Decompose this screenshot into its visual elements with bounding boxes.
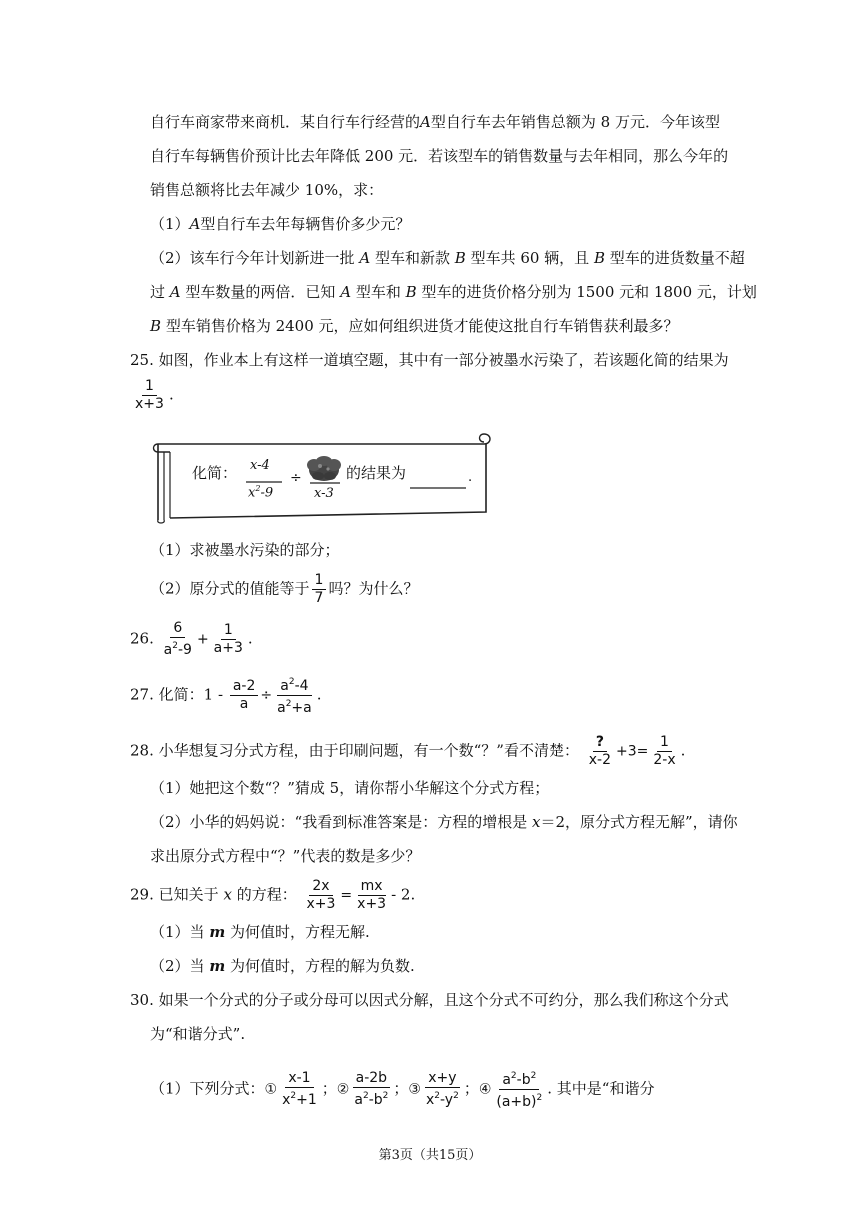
p28-question2-line2: 求出原分式方程中“？”代表的数是多少？ (150, 847, 421, 865)
p24-question2-line1: （2）该车行今年计划新进一批 A 型车和新款 B 型车共 60 辆，且 B 型车的进货数量不超 (150, 249, 745, 267)
p25-question2: （2）原分式的值能等于 $\frac{1}{7}$ 吗？为什么？ (150, 572, 419, 606)
p30-line1: 30. 如果一个分式的分子或分母可以因式分解，且这个分式不可约分，那么我们称这个分式 (130, 991, 729, 1009)
p28-question2-line1: （2）小华的妈妈说：“我看到标准答案是：方程的增根是 x＝2，原分式方程无解”，请你 (150, 813, 738, 831)
scroll-frac1-denominator: $x^2-9$ (248, 484, 274, 501)
p29-question1: （1）当 m 为何值时，方程无解. (150, 923, 370, 941)
scroll-frac2-denominator: x-3 (314, 486, 334, 501)
p25-question1: （1）求被墨水污染的部分； (150, 541, 340, 559)
p26-expression: 26. $\frac{6}{a^2-9}$ + $\frac{1}{a+3}$ . (130, 620, 253, 658)
p24-question2-line2: 过 A 型车数量的两倍．已知 A 型车和 B 型车的进货价格分别为 1500 元和 1800 元，计划 (150, 283, 757, 301)
ink-blot-icon (307, 456, 341, 481)
ink-stained-scroll-figure (150, 432, 494, 524)
p24-question2-line3: B 型车销售价格为 2400 元，应如何组织进货才能使这批自行车销售获利最多？ (150, 317, 679, 335)
scroll-suffix-label: 的结果为 (346, 464, 407, 482)
p24-line1: 自行车商家带来商机．某自行车行经营的A型自行车去年销售总额为 8 万元．今年该型 (150, 113, 720, 131)
p30-question1: （1）下列分式：① $\frac{x-1}{x^2+1}$ ；② $\frac{a-2b}{a^2-b^2}$ ；③ $\frac{x+y}{x^2-y^2}$ ；④ $\frac{a^2-b^2}{(a+b)^2}$ . 其中是“和谐分 (150, 1070, 655, 1110)
p28-statement: 28. 小华想复习分式方程，由于印刷问题，有一个数“？”看不清楚： $\frac{?}{x-2}$ +3= $\frac{1}{2-x}$ . (130, 734, 686, 768)
p29-statement: 29. 已知关于 x 的方程： $\frac{2x}{x+3}$ = $\frac{mx}{x+3}$ - 2. (130, 878, 416, 912)
p28-question1: （1）她把这个数“？”猜成 5，请你帮小华解这个分式方程； (150, 779, 550, 797)
scroll-frac1-numerator: x-4 (250, 458, 270, 473)
scroll-divide-sign: ÷ (290, 470, 302, 486)
p30-line2: 为“和谐分式”. (150, 1025, 246, 1043)
page-footer: 第3页（共15页） (378, 1148, 482, 1163)
p27-expression: 27. 化简：1 - $\frac{a-2}{a}$ ÷ $\frac{a^2-4}{a^2+a}$ . (130, 674, 322, 717)
p25-result-fraction: $\frac{1}{x+3}$ . (135, 378, 174, 412)
p24-question1: （1）A型自行车去年每辆售价多少元？ (150, 215, 411, 233)
p24-line2: 自行车每辆售价预计比去年降低 200 元．若该型车的销售数量与去年相同，那么今年的 (150, 147, 729, 165)
p29-question2: （2）当 m 为何值时，方程的解为负数. (150, 957, 415, 975)
scroll-period: . (468, 470, 473, 485)
scroll-prefix-label: 化简： (192, 464, 238, 482)
p25-statement: 25. 如图，作业本上有这样一道填空题，其中有一部分被墨水污染了，若该题化简的结果为 (130, 351, 729, 369)
p24-line3: 销售总额将比去年减少 10%，求： (150, 181, 384, 199)
